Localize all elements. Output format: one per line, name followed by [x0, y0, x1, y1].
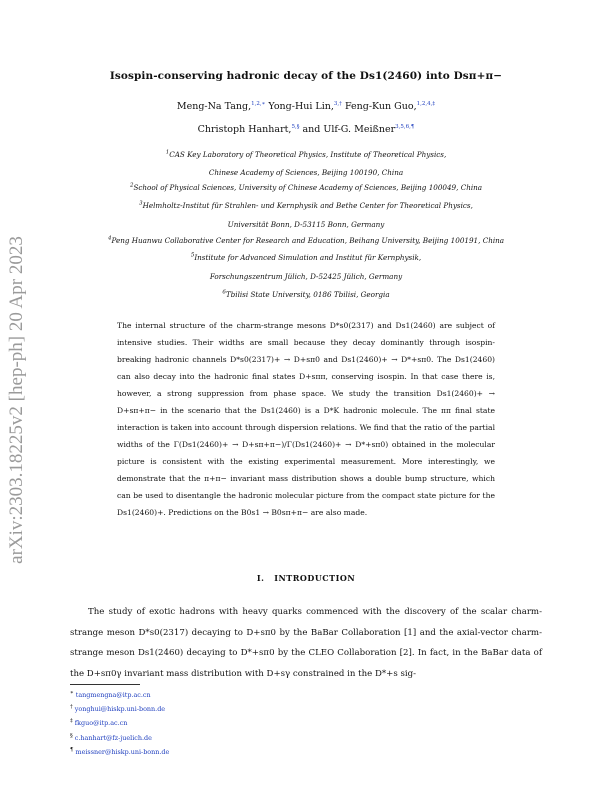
introduction-paragraph: The study of exotic hadrons with heavy quarks commenced with the discovery of the scalar charm-strange meson D*s0(2317) decaying to D+sπ0 by the BaBar Collaboration [1] and the axial-vector charm-strange meson Ds1(2460) decaying to D*+sπ0 by the CLEO Collaboration [2]. In fact, in the BaBar data of the D+sπ0γ invariant mass distribution with D+sγ constrained in the D*+s sig-	[70, 607, 542, 679]
affiliation-line	[0, 272, 612, 281]
author-affiliation-marks[interactable]: 3,†	[333, 100, 342, 107]
footnote	[70, 745, 169, 759]
footnote-mark: ¶	[70, 746, 74, 753]
author-line-2	[0, 124, 612, 135]
footnote	[70, 702, 169, 716]
footnote-email-link[interactable]: tangmengna@itp.ac.cn	[75, 691, 151, 699]
introduction-body	[70, 602, 542, 684]
author-affiliation-marks[interactable]: 1,2,∗	[251, 100, 266, 107]
paper-title: Isospin-conserving hadronic decay of the Ds1(2460) into Dsπ+π−	[109, 70, 503, 82]
affiliation-line	[0, 253, 612, 262]
footnotes	[70, 688, 169, 759]
author-name: Christoph Hanhart,	[197, 124, 292, 135]
affiliation-line	[0, 183, 612, 192]
abstract	[117, 317, 495, 521]
author-affiliation-marks[interactable]: 1,2,4,‡	[416, 100, 436, 107]
footnote	[70, 716, 169, 730]
arxiv-identifier[interactable]: arXiv:2303.18225v2 [hep-ph] 20 Apr 2023	[6, 236, 27, 564]
section-heading	[0, 573, 612, 583]
section-title: INTRODUCTION	[274, 573, 356, 583]
affiliation-line	[0, 168, 612, 177]
affiliation-number: 4	[107, 235, 112, 242]
author-name: Yong-Hui Lin,	[268, 101, 334, 112]
affiliation-number: 5	[190, 252, 195, 259]
affiliation-text: Universität Bonn, D-53115 Bonn, Germany	[227, 220, 385, 229]
affiliation-number: 1	[165, 149, 170, 156]
footnote-mark: §	[70, 732, 73, 739]
footnote-email-link[interactable]: c.hanhart@fz-juelich.de	[74, 733, 152, 742]
abstract-text: The internal structure of the charm-strange mesons D*s0(2317) and Ds1(2460) are subject of intensive studies. Their widths are small because they decay dominantly through isospin-breaking hadronic channels D*s0(2317)+ → D+sπ0 and Ds1(2460)+ → D*+sπ0. The Ds1(2460) can also decay into the hadronic final states D+sππ, conserving isospin. In that case there is, however, a strong suppression from phase space. We study the transition Ds1(2460)+ → D+sπ+π− in the scenario that the Ds1(2460) is a D*K hadronic molecule. The ππ final state interaction is taken into account through dispersion relations. We find that the ratio of the partial widths of the Γ(Ds1(2460)+ → D+sπ+π−)/Γ(Ds1(2460)+ → D*+sπ0) obtained in the molecular picture is consistent with the existing experimental measurement. More interestingly, we demonstrate that the π+π− invariant mass distribution shows a double bump structure, which can be used to disentangle the hadronic molecular picture from the compact state picture for the Ds1(2460)+. Predictions on the B0s1 → B0sπ+π− are also made.	[117, 321, 495, 517]
footnote-email-link[interactable]: fkguo@itp.ac.cn	[74, 719, 128, 728]
footnote-email-link[interactable]: meissner@hiskp.uni-bonn.de	[75, 747, 170, 756]
footnote	[70, 688, 169, 702]
affiliation-line	[0, 220, 612, 229]
affiliation-text: Tbilisi State University, 0186 Tbilisi, Georgia	[225, 290, 390, 299]
author-name: Feng-Kun Guo,	[344, 101, 417, 112]
affiliation-text: Helmholtz-Institut für Strahlen- und Kernphysik and Bethe Center for Theoretical Physics,	[142, 201, 473, 210]
affiliation-text: Institute for Advanced Simulation and Institut für Kernphysik,	[194, 253, 422, 262]
footnote-mark: ‡	[70, 718, 73, 725]
author-name: Meng-Na Tang,	[176, 101, 252, 112]
affiliation-text: Peng Huanwu Collaborative Center for Research and Education, Beihang University, Beijing 100191, China	[111, 236, 505, 245]
footnote	[70, 731, 169, 745]
affiliation-text: CAS Key Laboratory of Theoretical Physics, Institute of Theoretical Physics,	[169, 150, 447, 159]
affiliation-line	[0, 150, 612, 159]
affiliation-number: 2	[129, 182, 134, 189]
footnote-email-link[interactable]: yonghui@hiskp.uni-bonn.de	[74, 705, 166, 714]
affiliation-text: Forschungszentrum Jülich, D-52425 Jülich, Germany	[209, 272, 403, 281]
affiliation-line	[0, 201, 612, 210]
author-name: and Ulf-G. Meißner	[302, 124, 396, 135]
affiliation-line	[0, 236, 612, 245]
affiliation-number: 6	[222, 289, 226, 296]
affiliation-number: 3	[139, 200, 143, 207]
affiliation-text: School of Physical Sciences, University of Chinese Academy of Sciences, Beijing 100049, China	[133, 183, 483, 192]
affiliation-line	[0, 290, 612, 299]
footnote-mark: ∗	[70, 689, 74, 696]
footnote-divider	[70, 684, 140, 685]
footnote-mark: †	[70, 704, 73, 711]
section-number: I.	[256, 573, 265, 583]
author-affiliation-marks[interactable]: 3,5,6,¶	[395, 123, 415, 130]
author-affiliation-marks[interactable]: 5,§	[291, 123, 300, 130]
affiliation-text: Chinese Academy of Sciences, Beijing 100190, China	[208, 168, 404, 177]
author-line-1	[0, 101, 612, 112]
